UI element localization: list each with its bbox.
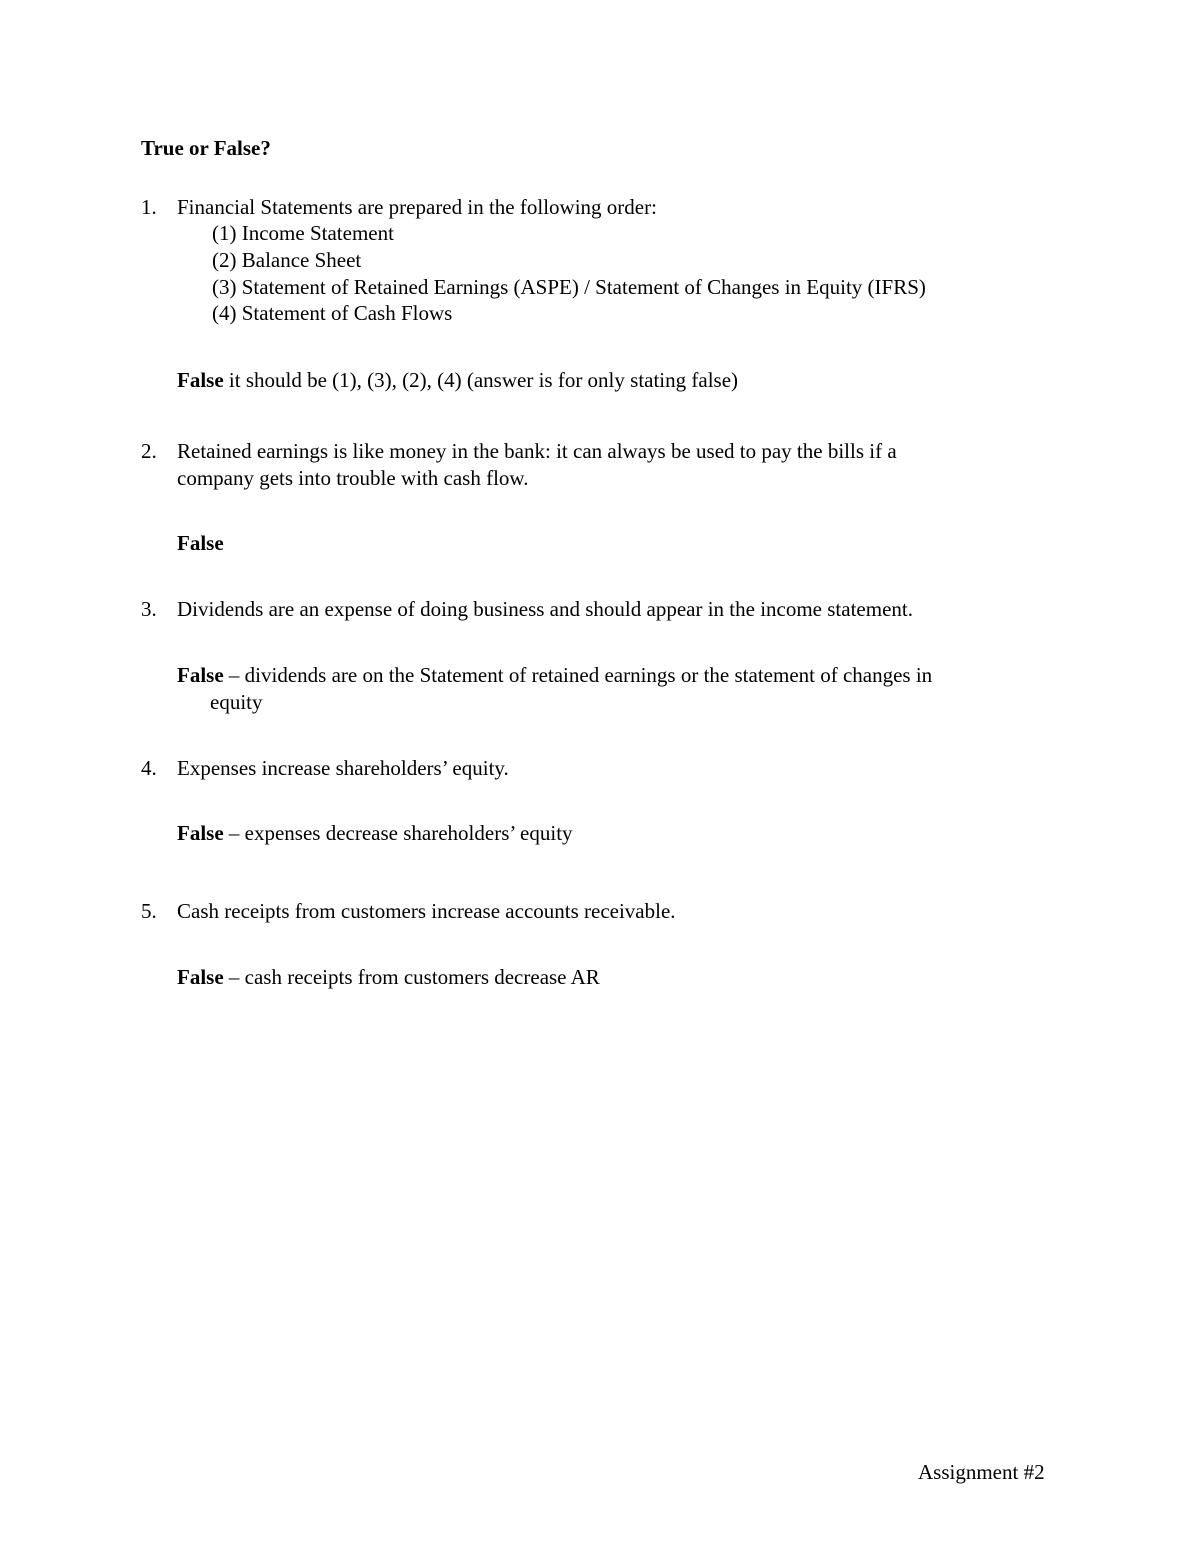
answer-text: – expenses decrease shareholders’ equity	[223, 821, 573, 845]
answer-text: – cash receipts from customers decrease AR	[223, 965, 600, 989]
question-text: Dividends are an expense of doing business and should appear in the income statement.	[177, 597, 913, 621]
question-number: 5.	[141, 899, 157, 923]
question-number: 4.	[141, 756, 157, 780]
answer-label: False	[177, 965, 224, 989]
question-text: Cash receipts from customers increase accounts receivable.	[177, 899, 676, 923]
list-item: (2) Balance Sheet	[212, 248, 362, 272]
question-text: Retained earnings is like money in the bank: it can always be used to pay the bills if a	[177, 439, 897, 463]
list-item: (4) Statement of Cash Flows	[212, 301, 453, 325]
answer-label: False	[177, 821, 224, 845]
answer-text: it should be (1), (3), (2), (4) (answer is for only stating false)	[223, 368, 739, 392]
answer-line	[177, 662, 932, 689]
question-text: Financial Statements are prepared in the following order:	[177, 195, 657, 219]
answer-line	[177, 964, 600, 991]
answer-text: equity	[210, 690, 263, 714]
page-heading: True or False?	[141, 136, 271, 160]
answer-text: – dividends are on the Statement of retained earnings or the statement of changes in	[223, 663, 933, 687]
answer-line	[177, 367, 738, 394]
question-number: 3.	[141, 597, 157, 621]
answer-line	[177, 820, 573, 847]
question-text: Expenses increase shareholders’ equity.	[177, 756, 509, 780]
list-item: (1) Income Statement	[212, 221, 394, 245]
question-number: 2.	[141, 439, 157, 463]
answer-label: False	[177, 531, 224, 555]
list-item: (3) Statement of Retained Earnings (ASPE) / Statement of Changes in Equity (IFRS)	[212, 275, 926, 299]
answer-label: False	[177, 368, 224, 392]
page-footer: Assignment #2	[918, 1460, 1045, 1484]
question-number: 1.	[141, 195, 157, 219]
answer-label: False	[177, 663, 224, 687]
question-text: company gets into trouble with cash flow.	[177, 466, 529, 490]
